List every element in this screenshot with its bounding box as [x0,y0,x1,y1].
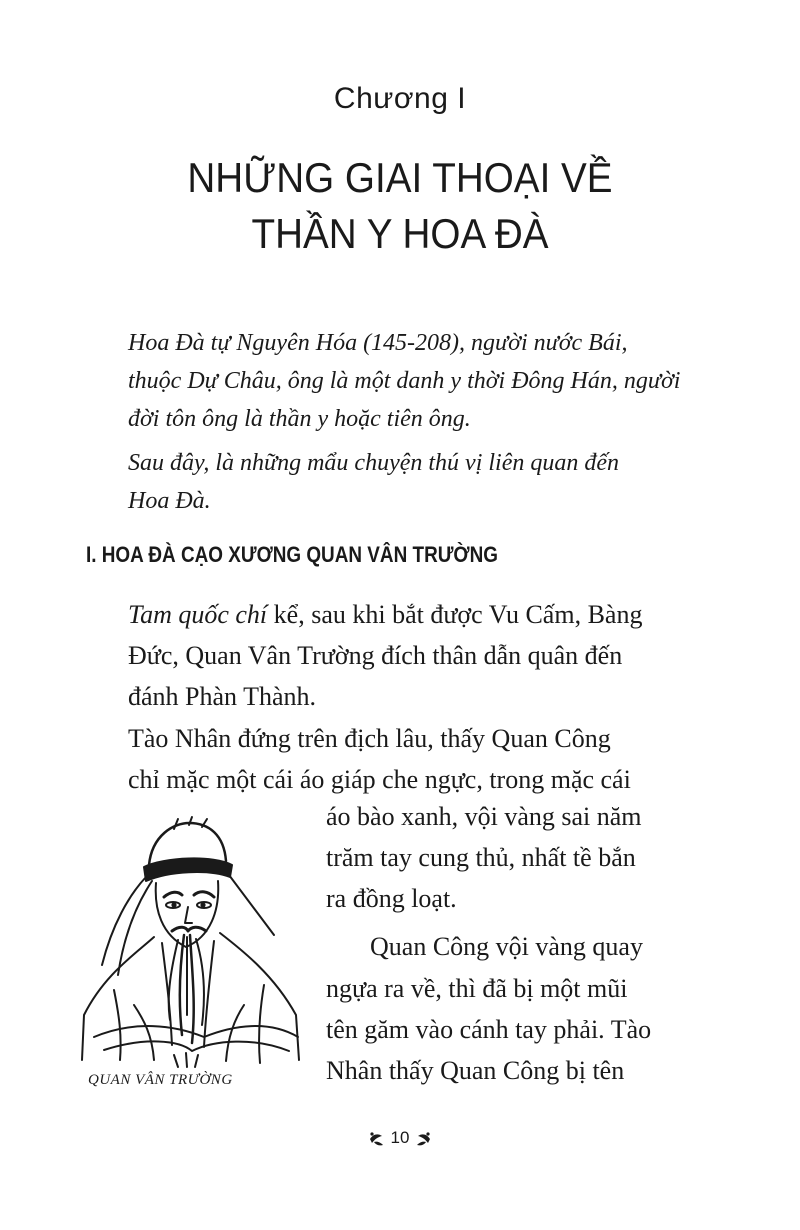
chapter-label: Chương I [333,82,467,115]
book-title-italic: Tam quốc chí [128,600,268,629]
chapter-title-line-2: THẦN Y HOA ĐÀ [251,210,549,257]
body-line-rest: kể, sau khi bắt được Vu Cấm, Bàng [267,600,643,629]
intro-line: thuộc Dự Châu, ông là một danh y thời Đông Hán, người [128,368,681,394]
body-line: ngựa ra về, thì đã bị một mũi [326,974,628,1003]
section-heading: I. HOA ĐÀ CẠO XƯƠNG QUAN VÂN TRƯỜNG [86,542,498,567]
chapter-title-line-1: NHỮNG GIAI THOẠI VỀ [187,154,613,201]
page-number-footer [0,1128,800,1148]
body-line: Đức, Quan Vân Trường đích thân dẫn quân đến [128,641,623,670]
intro-line: Sau đây, là những mẩu chuyện thú vị liên quan đến [128,450,620,476]
body-line: tên găm vào cánh tay phải. Tào [326,1015,652,1044]
intro-paragraph-2 [128,444,718,520]
leaf-ornament-left-icon [368,1130,386,1148]
body-line [128,594,728,635]
body-line: đánh Phàn Thành. [128,682,316,711]
intro-line: đời tôn ông là thần y hoặc tiên ông. [128,406,471,432]
body-paragraph-3-wrap [326,968,718,1091]
body-line: trăm tay cung thủ, nhất tề bắn [326,843,636,872]
leaf-ornament-right-icon [414,1130,432,1148]
body-paragraph-1 [128,594,728,717]
portrait-illustration [74,815,304,1070]
page-number: 10 [390,1128,410,1147]
body-paragraph-3-first [370,926,720,967]
body-line: Nhân thấy Quan Công bị tên [326,1056,625,1085]
body-line: Quan Công vội vàng quay [370,932,643,961]
body-line: chỉ mặc một cái áo giáp che ngực, trong mặc cái [128,765,631,794]
chapter-title [32,150,768,262]
body-line: Tào Nhân đứng trên địch lâu, thấy Quan Công [128,724,611,753]
body-paragraph-2-top [128,718,728,800]
body-line: ra đồng loạt. [326,884,457,913]
intro-paragraph-1 [128,324,718,438]
intro-line: Hoa Đà. [128,488,211,514]
intro-line: Hoa Đà tự Nguyên Hóa (145-208), người nước Bái, [128,330,628,356]
body-paragraph-2-wrap [326,796,718,919]
illustration-caption: QUAN VÂN TRƯỜNG [88,1072,233,1088]
intro-paragraphs [128,324,718,520]
body-line: áo bào xanh, vội vàng sai năm [326,802,642,831]
